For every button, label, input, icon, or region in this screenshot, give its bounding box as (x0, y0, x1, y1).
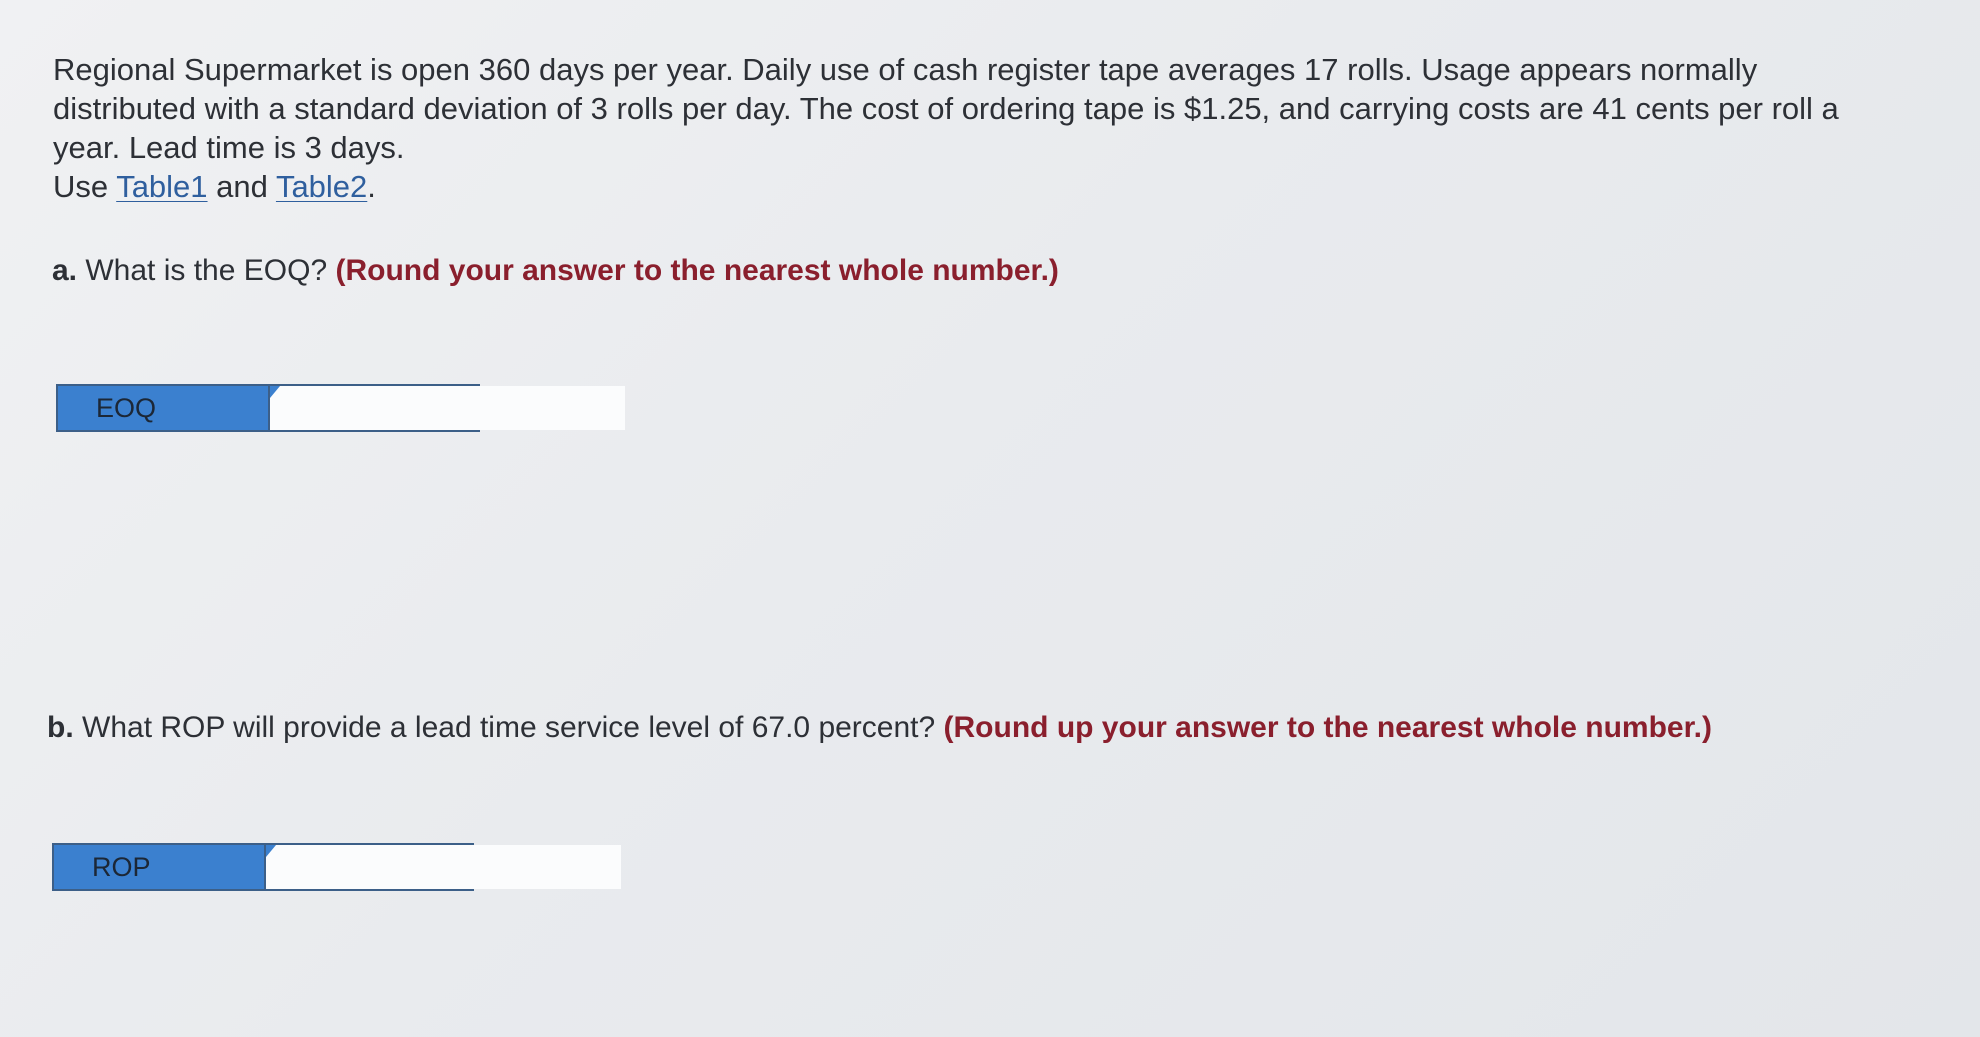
table2-link[interactable]: Table2 (275, 169, 368, 204)
part-b-question-text: What ROP will provide a lead time service level of 67.0 percent? (73, 711, 944, 744)
and-text: and (207, 169, 276, 204)
input-marker-icon (266, 845, 276, 857)
part-b-instruction: (Round up your answer to the nearest whole number.) (943, 711, 1712, 744)
eoq-answer-row (56, 384, 480, 432)
rop-input[interactable] (264, 845, 621, 889)
part-a-letter: a. (52, 254, 78, 287)
eoq-label: EOQ (58, 386, 268, 430)
rop-answer-row (52, 843, 474, 891)
part-a-question (52, 252, 1059, 290)
part-b-question (47, 709, 1712, 747)
table-reference-line (53, 167, 1883, 206)
rop-label: ROP (54, 845, 264, 889)
eoq-input-wrap (268, 386, 625, 430)
part-a-instruction: (Round your answer to the nearest whole number.) (335, 254, 1059, 287)
input-marker-icon (270, 386, 280, 398)
problem-text: Regional Supermarket is open 360 days per year. Daily use of cash register tape averages 17 rolls. Usage appears normally distributed with a standard deviation of 3 rolls per day. The cost of ordering tape is $1.25, and carrying costs are 41 cents per roll a year. Lead time is 3 days. (53, 52, 1839, 165)
rop-input-wrap (264, 845, 621, 889)
problem-statement (53, 50, 1883, 206)
table1-link[interactable]: Table1 (116, 169, 208, 204)
use-prefix: Use (53, 169, 117, 204)
period: . (367, 169, 376, 204)
part-b-letter: b. (47, 711, 74, 744)
eoq-input[interactable] (268, 386, 625, 430)
part-a-question-text: What is the EOQ? (77, 254, 336, 287)
